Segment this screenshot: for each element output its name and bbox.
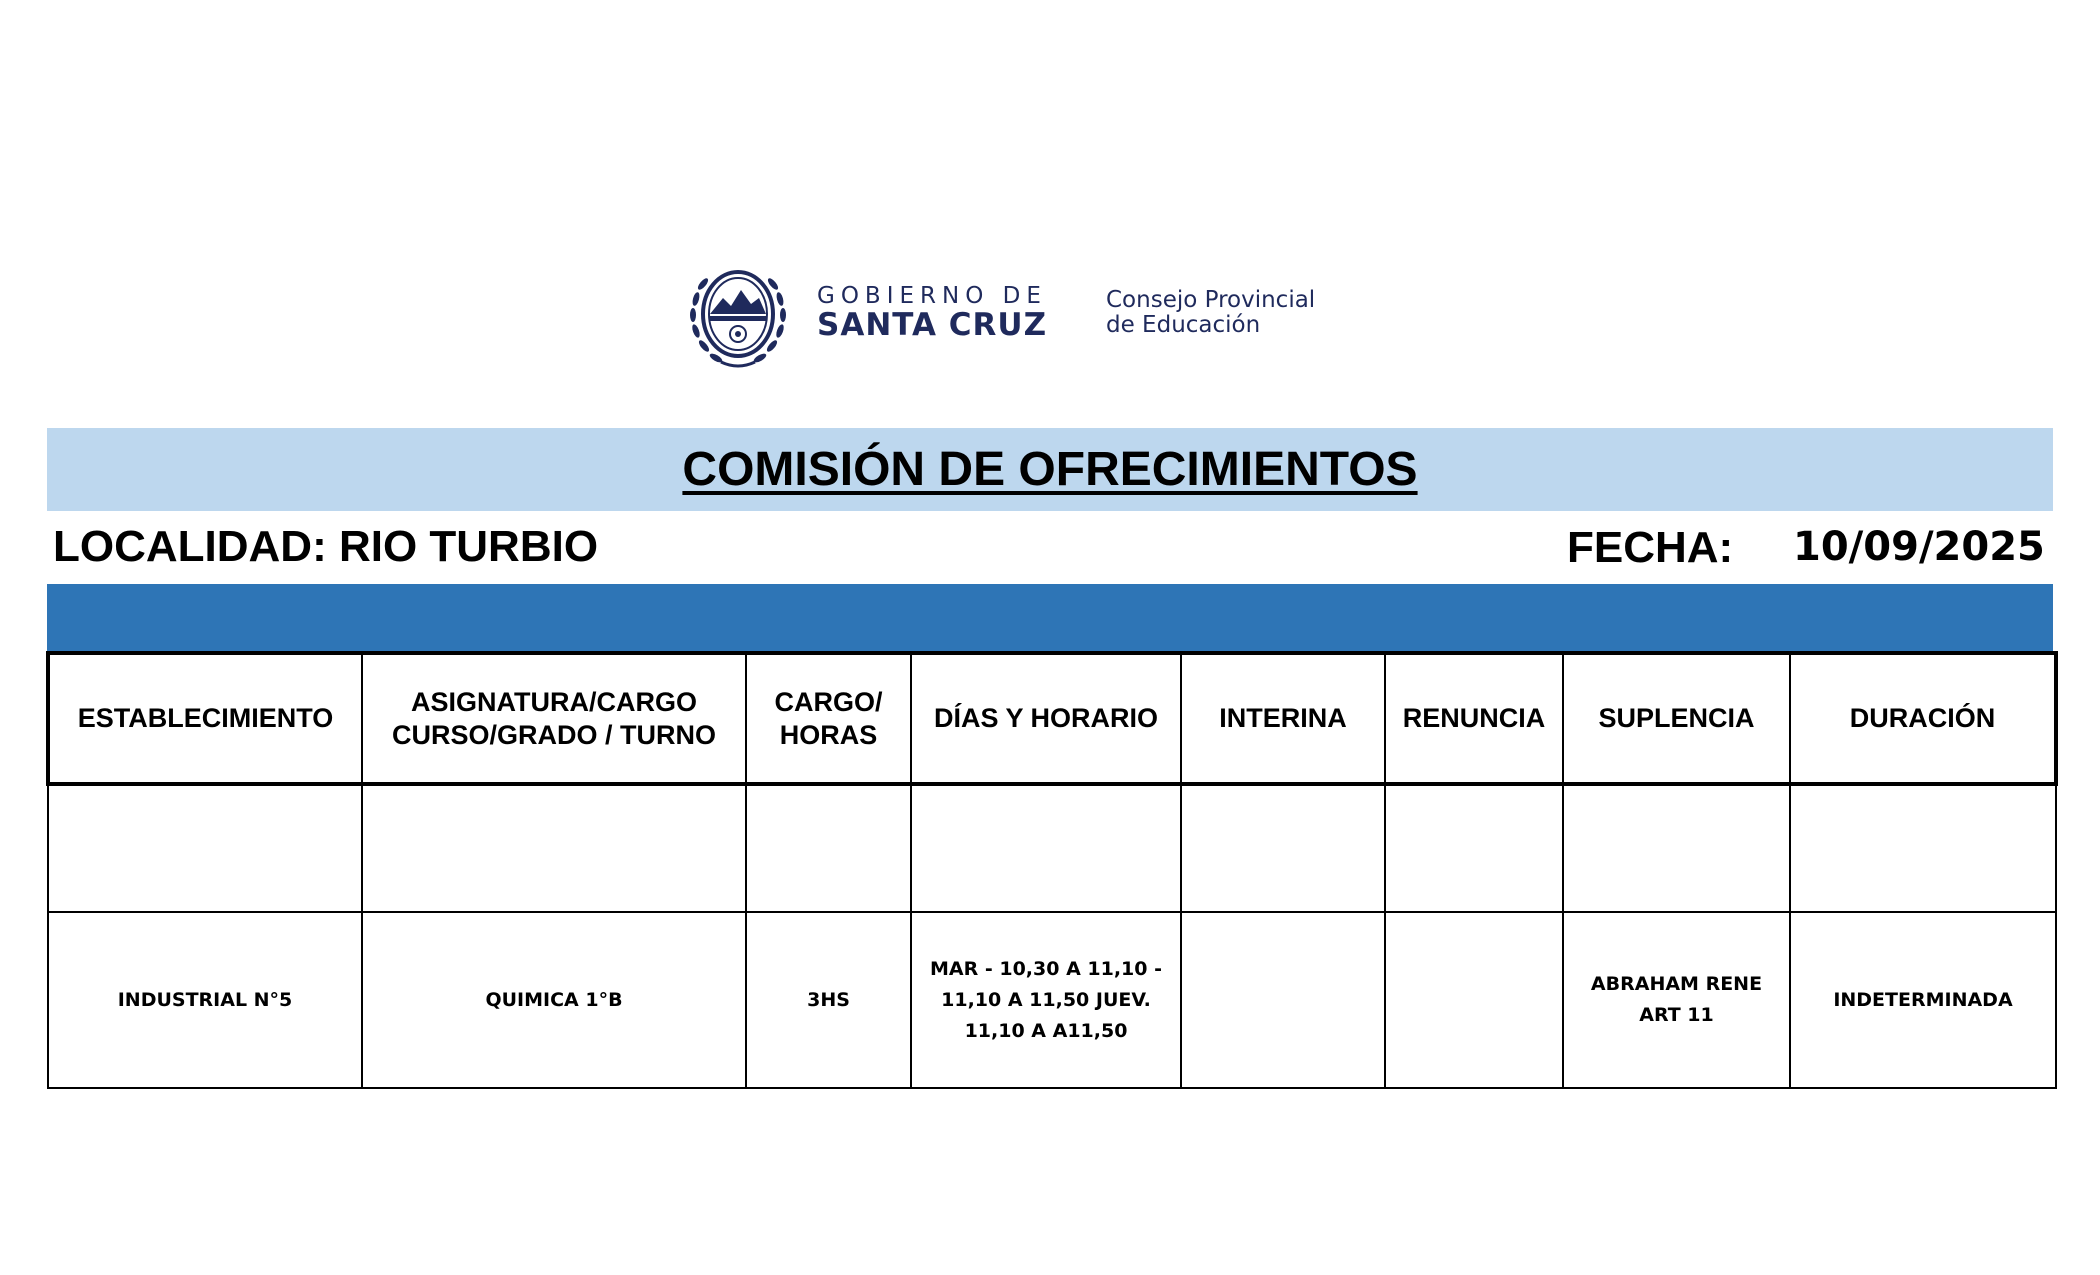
header-asignatura-line-2: CURSO/GRADO / TURNO <box>392 719 716 750</box>
cell-asignatura <box>362 784 746 912</box>
government-name <box>817 284 1047 342</box>
header-renuncia: RENUNCIA <box>1385 653 1563 784</box>
council-line-2: de Educación <box>1106 312 1261 338</box>
cell-dias: MAR - 10,30 A 11,10 - 11,10 A 11,50 JUEV. 11,10 A A11,50 <box>911 912 1181 1088</box>
table-row <box>48 912 2056 1088</box>
header-establecimiento: ESTABLECIMIENTO <box>48 653 362 784</box>
header-duracion: DURACIÓN <box>1790 653 2056 784</box>
offers-table <box>46 651 2058 1089</box>
cell-cargo <box>746 784 911 912</box>
cell-establecimiento: INDUSTRIAL N°5 <box>48 912 362 1088</box>
cell-dias <box>911 784 1181 912</box>
table-row <box>48 784 2056 912</box>
header-cargo-line-1: CARGO/ <box>774 686 883 717</box>
cell-suplencia <box>1563 784 1790 912</box>
council-name <box>1106 288 1315 338</box>
localidad-label: LOCALIDAD: RIO TURBIO <box>53 522 599 571</box>
cell-renuncia <box>1385 912 1563 1088</box>
header-suplencia: SUPLENCIA <box>1563 653 1790 784</box>
header-dias: DÍAS Y HORARIO <box>911 653 1181 784</box>
header-logo <box>683 254 1343 374</box>
cell-cargo: 3HS <box>746 912 911 1088</box>
cell-asignatura: QUIMICA 1°B <box>362 912 746 1088</box>
header-cargo <box>746 653 911 784</box>
accent-band <box>47 584 2053 651</box>
provincial-seal-icon <box>683 254 793 374</box>
cell-renuncia <box>1385 784 1563 912</box>
cell-establecimiento <box>48 784 362 912</box>
fecha-value: 10/09/2025 <box>1793 524 2045 570</box>
fecha-label: FECHA: <box>1567 523 1734 572</box>
cell-interina <box>1181 912 1385 1088</box>
cell-suplencia: ABRAHAM RENE ART 11 <box>1563 912 1790 1088</box>
header-asignatura-line-1: ASIGNATURA/CARGO <box>411 686 697 717</box>
page-title: COMISIÓN DE OFRECIMIENTOS <box>682 443 1418 496</box>
cell-interina <box>1181 784 1385 912</box>
table-header-row <box>48 653 2056 784</box>
cell-duracion <box>1790 784 2056 912</box>
government-line-2: SANTA CRUZ <box>817 307 1048 343</box>
header-asignatura <box>362 653 746 784</box>
header-interina: INTERINA <box>1181 653 1385 784</box>
cell-duracion: INDETERMINADA <box>1790 912 2056 1088</box>
government-line-1: GOBIERNO DE <box>817 283 1047 309</box>
council-line-1: Consejo Provincial <box>1106 287 1316 313</box>
title-band <box>47 428 2053 511</box>
header-cargo-line-2: HORAS <box>779 719 878 750</box>
